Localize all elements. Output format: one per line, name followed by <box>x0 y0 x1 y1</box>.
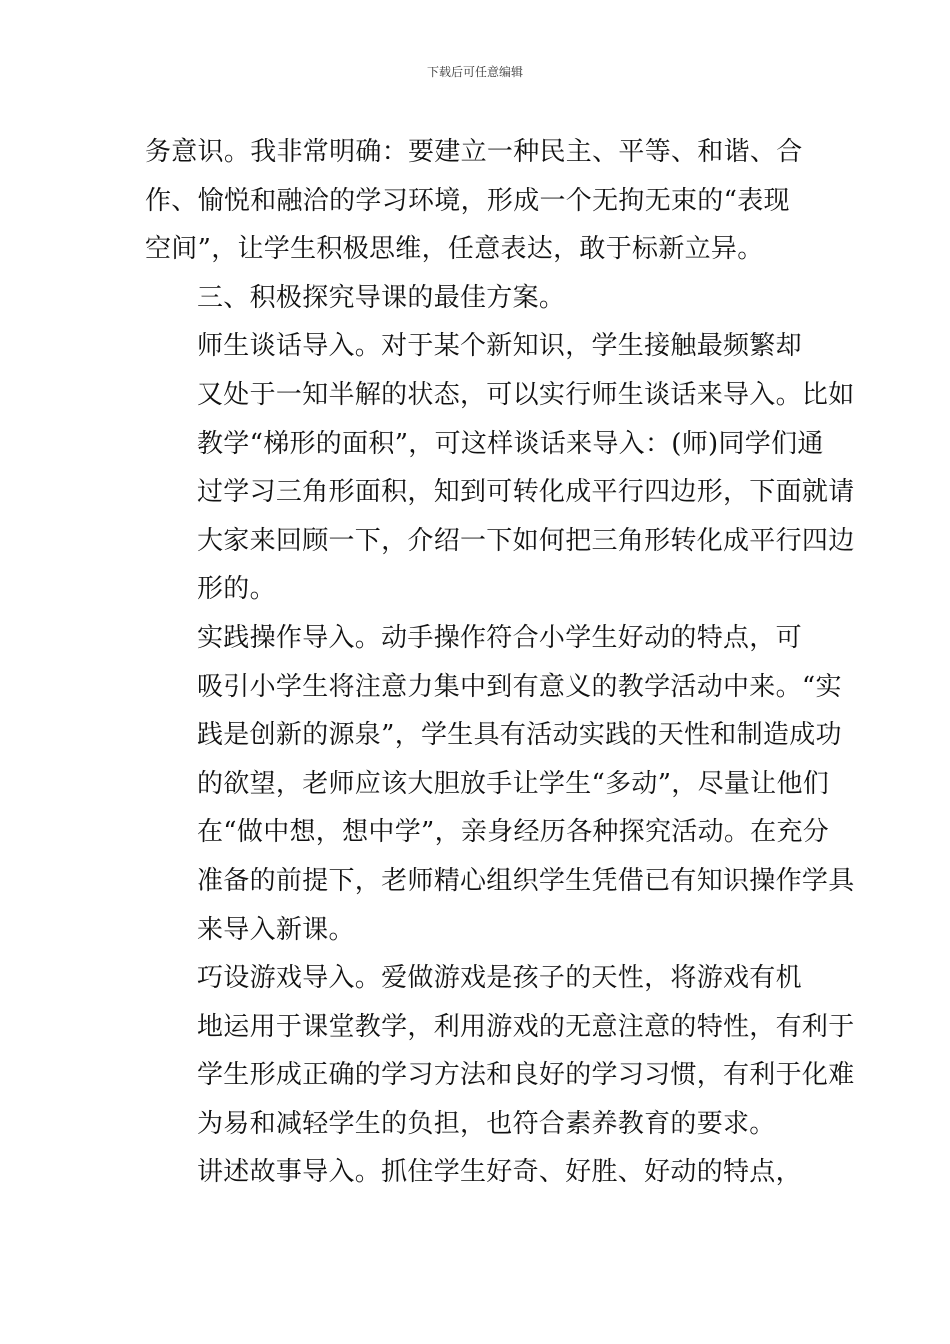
paragraph-story-intro <box>145 1148 809 1197</box>
text-line: 吸引小学生将注意力集中到有意义的教学活动中来。“实 <box>197 671 842 702</box>
text-line: 来导入新课。 <box>197 914 355 945</box>
page-header: 下载后可任意编辑 <box>426 65 523 79</box>
text-line: 地运用于课堂教学，利用游戏的无意注意的特性，有利于 <box>197 1011 855 1042</box>
paragraph-service-awareness <box>145 128 809 274</box>
text-line: 的欲望，老师应该大胆放手让学生“多动”，尽量让他们 <box>197 768 830 799</box>
text-line: 过学习三角形面积，知到可转化成平行四边形，下面就请 <box>197 477 855 508</box>
text-line: 师生谈话导入。对于某个新知识，学生接触最频繁却 <box>197 331 802 362</box>
text-line: 在“做中想，想中学”，亲身经历各种探究活动。在充分 <box>197 817 830 848</box>
text-line: 实践操作导入。动手操作符合小学生好动的特点，可 <box>197 622 802 653</box>
text-line: 巧设游戏导入。爱做游戏是孩子的天性，将游戏有机 <box>197 963 802 994</box>
paragraph-dialogue-intro <box>145 322 855 614</box>
text-line: 作、愉悦和融洽的学习环境，形成一个无拘无束的“表现 <box>145 185 790 216</box>
text-line: 形的。 <box>197 574 276 605</box>
section-heading-3 <box>145 274 809 323</box>
text-line: 讲述故事导入。抓住学生好奇、好胜、好动的特点， <box>197 1157 802 1188</box>
paragraph-game-intro <box>145 954 855 1148</box>
text-line: 准备的前提下，老师精心组织学生凭借已有知识操作学具 <box>197 865 855 896</box>
text-line: 学生形成正确的学习方法和良好的学习习惯，有利于化难 <box>197 1060 855 1091</box>
document-body <box>145 128 855 1197</box>
text-line: 空间”，让学生积极思维，任意表达，敢于标新立异。 <box>145 234 764 265</box>
text-line: 务意识。我非常明确：要建立一种民主、平等、和谐、合 <box>145 137 803 167</box>
text-line: 又处于一知半解的状态，可以实行师生谈话来导入。比如 <box>197 379 855 410</box>
text-line: 教学“梯形的面积”，可这样谈话来导入：(师)同学们通 <box>197 428 824 459</box>
text-line: 三、积极探究导课的最佳方案。 <box>197 282 566 313</box>
text-line: 践是创新的源泉”，学生具有活动实践的天性和制造成功 <box>197 720 842 751</box>
text-line: 为易和减轻学生的负担，也符合素养教育的要求。 <box>197 1108 776 1139</box>
paragraph-practice-intro <box>145 614 855 954</box>
text-line: 大家来回顾一下，介绍一下如何把三角形转化成平行四边 <box>197 525 855 556</box>
